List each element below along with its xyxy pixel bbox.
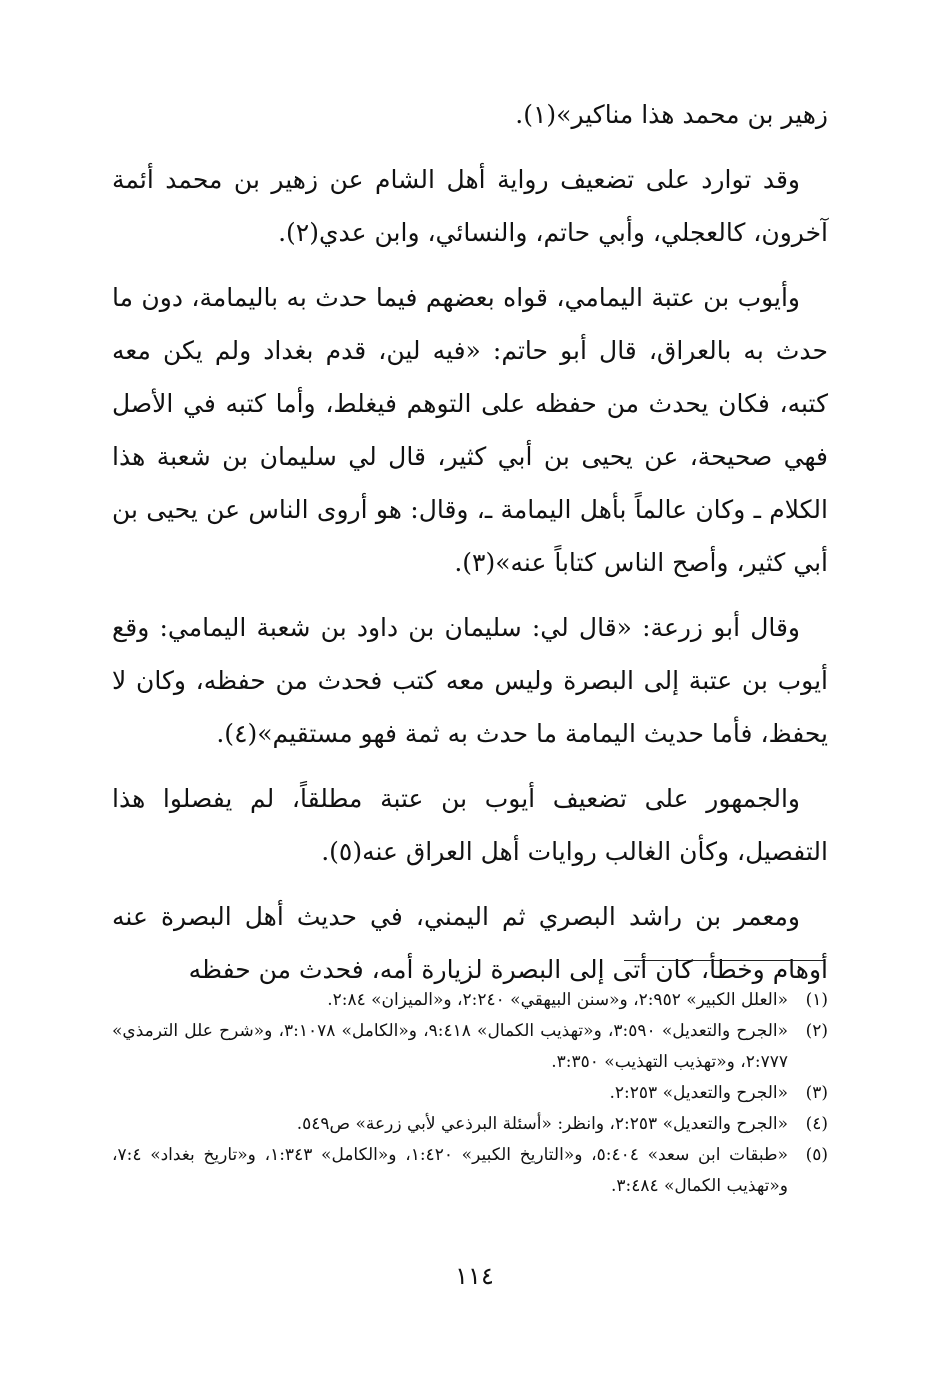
paragraph-6 <box>112 890 828 996</box>
footnote-separator <box>624 960 824 961</box>
paragraph-4-text: وقال أبو زرعة: «قال لي: سليمان بن داود بن شعبة اليمامي: وقع أيوب بن عتبة إلى البصرة وليس معه كتب فحدث من حفظه، وكان لا يحفظ، فأما حديث اليمامة ما حدث به ثمة فهو مستقيم»(٤). <box>112 613 828 748</box>
paragraph-4 <box>112 601 828 760</box>
paragraph-2 <box>112 153 828 259</box>
footnote-text: «الجرح والتعديل» ٢:٢٥٣، وانظر: «أسئلة البرذعي لأبي زرعة» ص٥٤٩. <box>296 1114 788 1134</box>
paragraph-3 <box>112 271 828 589</box>
footnote-number: (٤) <box>805 1114 828 1134</box>
footnote-1 <box>112 985 828 1016</box>
main-text <box>112 88 828 1008</box>
paragraph-2-text: وقد توارد على تضعيف رواية أهل الشام عن زهير بن محمد أئمة آخرون، كالعجلي، وأبي حاتم، والنسائي، وابن عدي(٢). <box>112 165 828 247</box>
footnotes <box>112 985 828 1202</box>
footnote-3 <box>112 1078 828 1109</box>
page-number: ١١٤ <box>455 1262 494 1290</box>
paragraph-6-text: ومعمر بن راشد البصري ثم اليمني، في حديث أهل البصرة عنه أوهام وخطأ، كان أتى إلى البصرة لزيارة أمه، فحدث من حفظه <box>112 902 828 984</box>
paragraph-5-text: والجمهور على تضعيف أيوب بن عتبة مطلقاً، لم يفصلوا هذا التفصيل، وكأن الغالب روايات أهل العراق عنه(٥). <box>112 784 828 866</box>
footnote-text: «العلل الكبير» ٢:٩٥٢، و«سنن البيهقي» ٢:٢٤٠، و«الميزان» ٢:٨٤. <box>327 990 788 1010</box>
paragraph-1: زهير بن محمد هذا مناكير»(١). <box>515 100 828 129</box>
footnote-number: (٥) <box>805 1145 828 1165</box>
footnote-text: «الجرح والتعديل» ٢:٢٥٣. <box>609 1083 788 1103</box>
footnote-number: (١) <box>805 990 828 1010</box>
paragraph-3-text: وأيوب بن عتبة اليمامي، قواه بعضهم فيما حدث به باليمامة، دون ما حدث به بالعراق، قال أبو حاتم: «فيه لين، قدم بغداد ولم يكن معه كتبه، فكان يحدث من حفظه على التوهم فيغلط، وأما كتبه في الأصل فهي صحيحة، عن يحيى بن أبي كثير، قال لي سليمان بن شعبة هذا الكلام ـ وكان عالماً بأهل اليمامة ـ، وقال: هو أروى الناس عن يحيى بن أبي كثير، وأصح الناس كتاباً عنه»(٣). <box>112 283 829 577</box>
footnote-4 <box>112 1109 828 1140</box>
footnote-2 <box>112 1016 828 1078</box>
footnote-5 <box>112 1140 828 1202</box>
paragraph-5 <box>112 772 828 878</box>
footnote-number: (٢) <box>805 1021 828 1041</box>
footnote-number: (٣) <box>805 1083 828 1103</box>
footnote-text: «الجرح والتعديل» ٣:٥٩٠، و«تهذيب الكمال» ٩:٤١٨، و«الكامل» ٣:١٠٧٨، و«شرح علل الترمذي» ٢:٧٧٧، و«تهذيب التهذيب» ٣:٣٥٠. <box>112 1021 789 1072</box>
footnote-text: «طبقات ابن سعد» ٥:٤٠٤، و«التاريخ الكبير» ١:٤٢٠، و«الكامل» ١:٣٤٣، و«تاريخ بغداد» ٧:٤، و«تهذيب الكمال» ٣:٤٨٤. <box>112 1145 788 1196</box>
